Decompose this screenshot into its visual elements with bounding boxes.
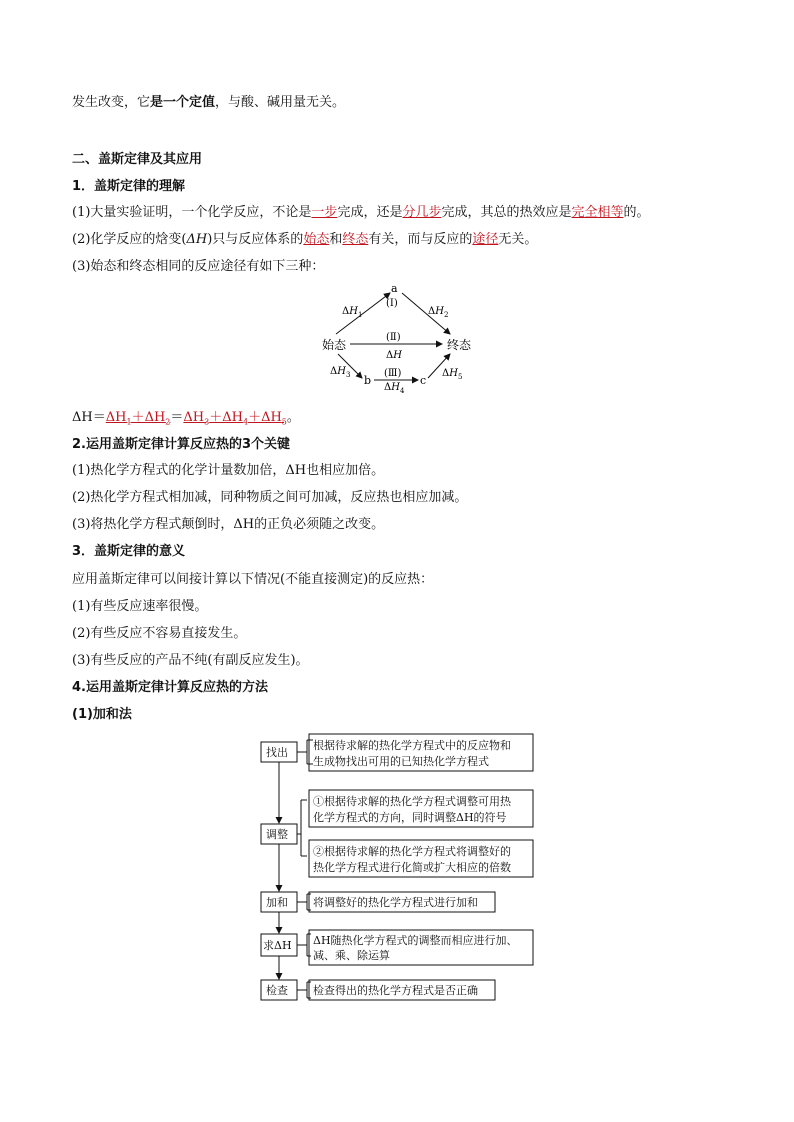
node-b: b <box>364 374 372 387</box>
desc-adjust1-line-1: ①根据待求解的热化学方程式调整可用热 <box>313 795 511 808</box>
list-item: (2)有些反应不容易直接发生。 <box>72 626 247 641</box>
desc-find-line-1: 根据待求解的热化学方程式中的反应物和 <box>313 739 511 752</box>
reaction-pathway-diagram <box>300 282 500 394</box>
desc-adjust2-line-2: 热化学方程式进行化简或扩大相应的倍数 <box>313 861 511 874</box>
equation-answer-1: $\Delta H_1+\Delta H_2$ <box>105 410 171 427</box>
text: )只与反应体系的 <box>207 232 304 247</box>
paragraph: 应用盖斯定律可以间接计算以下情况(不能直接测定)的反应热： <box>72 572 434 587</box>
step-adjust: 调整 <box>266 828 288 841</box>
text: 的。 <box>623 205 650 220</box>
desc-adjust2-line-1: ②根据待求解的热化学方程式将调整好的 <box>313 845 511 858</box>
text: (2)化学反应的焓变( <box>72 232 187 247</box>
bracket <box>297 740 313 764</box>
method-title: (1)加和法 <box>72 707 132 722</box>
desc-find-line-2: 生成物找出可用的已知热化学方程式 <box>313 755 489 768</box>
equals: ＝ <box>170 410 184 425</box>
list-item: (3)将热化学方程式颠倒时，ΔH的正负必须随之改变。 <box>72 517 385 532</box>
paragraph-1 <box>72 204 650 222</box>
answer-blank: 一步 <box>311 205 338 220</box>
desc-add: 将调整好的热化学方程式进行加和 <box>313 896 478 909</box>
bracket <box>297 800 307 856</box>
text: 完成，其总的热效应是 <box>441 205 572 220</box>
node-c: c <box>420 374 427 387</box>
subsection-title-3: 3．盖斯定律的意义 <box>72 544 186 559</box>
intro-line <box>72 94 345 112</box>
label-dh1: $\Delta H_1$ <box>342 306 363 319</box>
text: 无关。 <box>498 232 538 247</box>
answer-blank: 终态 <box>342 232 369 247</box>
step-find: 找出 <box>266 746 288 759</box>
desc-check: 检查得出的热化学方程式是否正确 <box>313 984 478 997</box>
desc-dh-line-1: ΔH随热化学方程式的调整而相应进行加、 <box>313 934 518 947</box>
text: 有关，而与反应的 <box>368 232 473 247</box>
subsection-title-2: 2.运用盖斯定律计算反应热的3个关键 <box>72 437 291 452</box>
equation-answer-2: $\Delta H_3+\Delta H_4+\Delta H_5$ <box>183 410 287 427</box>
answer-blank: 分几步 <box>402 205 442 220</box>
enthalpy-equation <box>72 409 300 432</box>
equation-lhs: ΔH＝ <box>72 410 106 425</box>
label-dh: ΔH <box>386 350 402 361</box>
step-check: 检查 <box>266 984 288 997</box>
period: 。 <box>286 410 300 425</box>
label-dh5: $\Delta H_5$ <box>442 368 463 381</box>
paragraph-3: (3)始态和终态相同的反应途径有如下三种： <box>72 259 325 274</box>
intro-text: 发生改变，它 <box>72 95 151 110</box>
answer-blank: 途径 <box>472 232 499 247</box>
route-label-3: (Ⅲ) <box>384 368 402 379</box>
list-item: (3)有些反应的产品不纯(有副反应发生)。 <box>72 653 309 668</box>
node-end: 终态 <box>447 338 472 352</box>
label-dh4: $\Delta H_4$ <box>384 382 405 394</box>
desc-dh-line-2: 减、乘、除运算 <box>313 949 390 962</box>
text: (1)大量实验证明，一个化学反应，不论是 <box>72 205 312 220</box>
intro-emphasis: 是一个定值 <box>150 95 216 110</box>
paragraph-2 <box>72 231 537 249</box>
delta-h: ΔH <box>186 232 208 247</box>
node-a: a <box>391 282 398 295</box>
label-dh2: $\Delta H_2$ <box>428 306 449 319</box>
node-start: 始态 <box>322 338 347 352</box>
list-item: (2)热化学方程式相加减，同种物质之间可加减，反应热也相应加减。 <box>72 490 468 505</box>
desc-adjust1-line-2: 化学方程式的方向，同时调整ΔH的符号 <box>313 811 507 824</box>
answer-blank: 始态 <box>303 232 330 247</box>
list-item: (1)有些反应速率很慢。 <box>72 599 208 614</box>
text: 完成，还是 <box>337 205 403 220</box>
list-item: (1)热化学方程式的化学计量数加倍，ΔH也相应加倍。 <box>72 463 385 478</box>
section-title: 二、盖斯定律及其应用 <box>72 152 203 167</box>
step-add: 加和 <box>266 896 288 909</box>
text: 和 <box>329 232 343 247</box>
step-dh: 求ΔH <box>263 939 292 952</box>
intro-text-end: ，与酸、碱用量无关。 <box>215 95 346 110</box>
route-label-1: (Ⅰ) <box>386 298 398 309</box>
route-label-2: (Ⅱ) <box>386 332 401 343</box>
addition-method-flowchart <box>255 728 545 1004</box>
label-dh3: $\Delta H_3$ <box>330 366 351 379</box>
subsection-title-4: 4.运用盖斯定律计算反应热的方法 <box>72 680 268 695</box>
subsection-title-1: 1．盖斯定律的理解 <box>72 179 186 194</box>
answer-blank: 完全相等 <box>571 205 624 220</box>
